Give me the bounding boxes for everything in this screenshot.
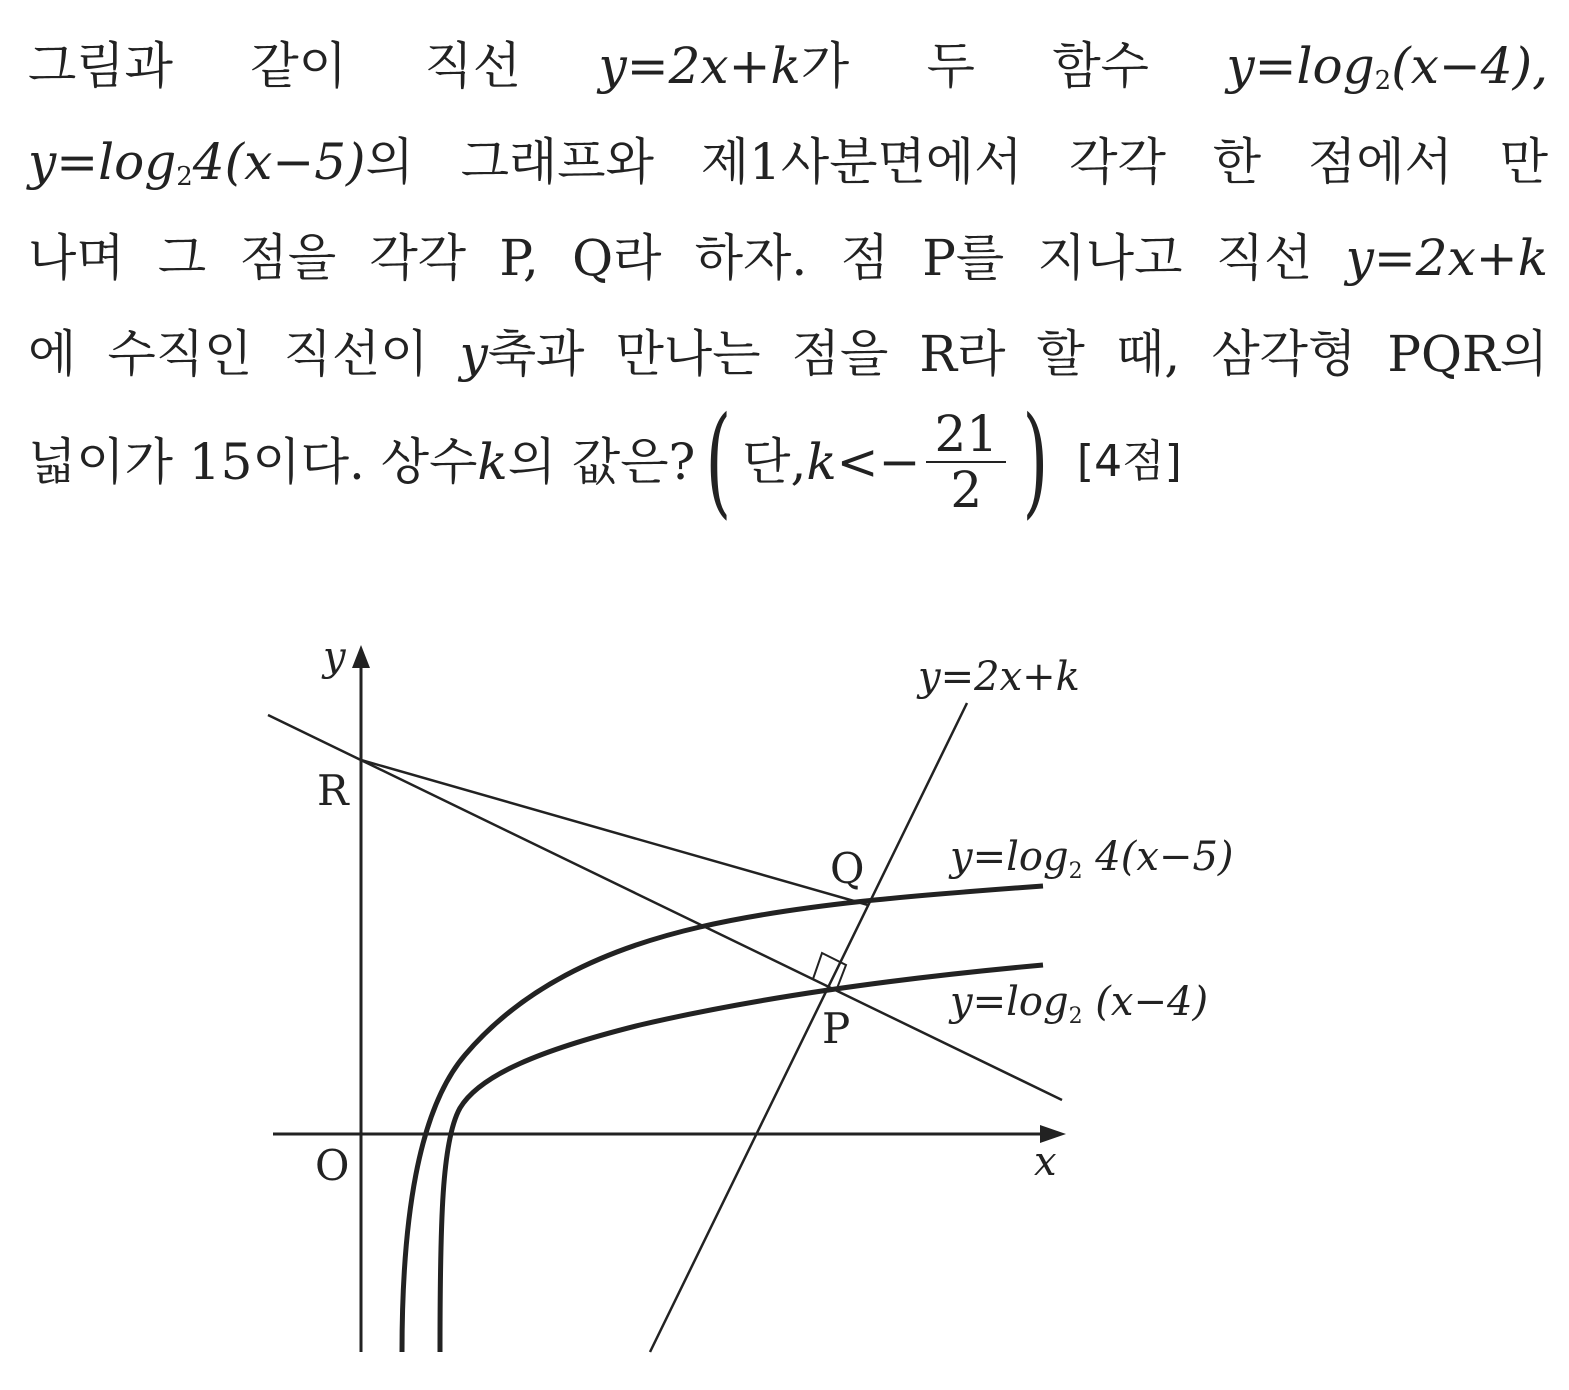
curve-lower-base: 2: [1068, 1004, 1083, 1029]
line-equation-label: y=2x+k: [918, 654, 1080, 700]
problem-line-3: [28, 210, 1548, 306]
curve-log2-4x-5: [402, 886, 1043, 1352]
log-base: 2: [176, 162, 193, 192]
var-k: k: [477, 433, 508, 491]
line-2x-plus-k: [650, 703, 967, 1352]
text: 그림과 같이 직선: [28, 37, 599, 95]
fraction: [926, 407, 1006, 517]
fraction-denominator: 2: [950, 461, 983, 519]
point-R-label: R: [317, 766, 349, 815]
text: 의 그래프와 제1사분면에서 각각 한 점에서 만: [365, 133, 1548, 191]
text: 나며 그 점을 각각 P, Q라 하자. 점 P를 지나고 직선: [28, 229, 1346, 287]
equation-arg: (x−4),: [1391, 37, 1548, 95]
y-axis-arrow: [352, 645, 370, 668]
text: 의 값은?: [507, 433, 696, 491]
equation-arg: 4(x−5): [192, 133, 366, 191]
curve-upper-arg: 4(x−5): [1082, 834, 1234, 880]
condition-text: 단,: [742, 433, 807, 491]
problem-line-2: [28, 114, 1548, 210]
text: 축과 만나는 점을 R라 할 때, 삼각형 PQR의: [487, 325, 1548, 383]
point-Q-label: Q: [830, 844, 865, 893]
problem-line-4: [28, 306, 1548, 402]
equation-log: y=log: [1226, 37, 1375, 95]
line-perpendicular-through-P: [268, 715, 1062, 1100]
equation-line: y=2x+k: [598, 37, 801, 95]
fraction-numerator: 21: [926, 407, 1006, 463]
graph-diagram: [0, 600, 1569, 1390]
problem-statement: [28, 18, 1548, 531]
text: 넓이가 15이다. 상수: [28, 433, 478, 491]
points-badge: [4점]: [1076, 436, 1182, 487]
condition-close-paren: ): [1022, 392, 1049, 531]
curve-lower-arg: (x−4): [1082, 979, 1209, 1025]
curve-lower-eq: y=log: [950, 979, 1069, 1025]
origin-label: O: [315, 1141, 350, 1190]
text: 가 두 함수: [800, 37, 1227, 95]
text: 에 수직인 직선이: [28, 325, 460, 383]
equation-line: y=2x+k: [1345, 229, 1548, 287]
var-y: y: [459, 325, 488, 383]
var-k: k: [806, 433, 837, 491]
log-base: 2: [1374, 66, 1392, 96]
y-axis-label: y: [323, 634, 346, 680]
curve-upper-label: [948, 834, 1234, 884]
x-axis-label: x: [1034, 1139, 1057, 1185]
problem-line-1: [28, 18, 1548, 114]
curve-upper-base: 2: [1068, 859, 1083, 884]
condition-open-paren: (: [705, 392, 732, 531]
curve-upper-eq: y=log: [950, 834, 1069, 880]
problem-line-5: [28, 392, 1548, 531]
point-P-label: P: [822, 1004, 851, 1053]
curve-lower-label: [948, 979, 1208, 1029]
condition-op: <−: [836, 433, 921, 491]
equation-log: y=log: [28, 133, 177, 191]
